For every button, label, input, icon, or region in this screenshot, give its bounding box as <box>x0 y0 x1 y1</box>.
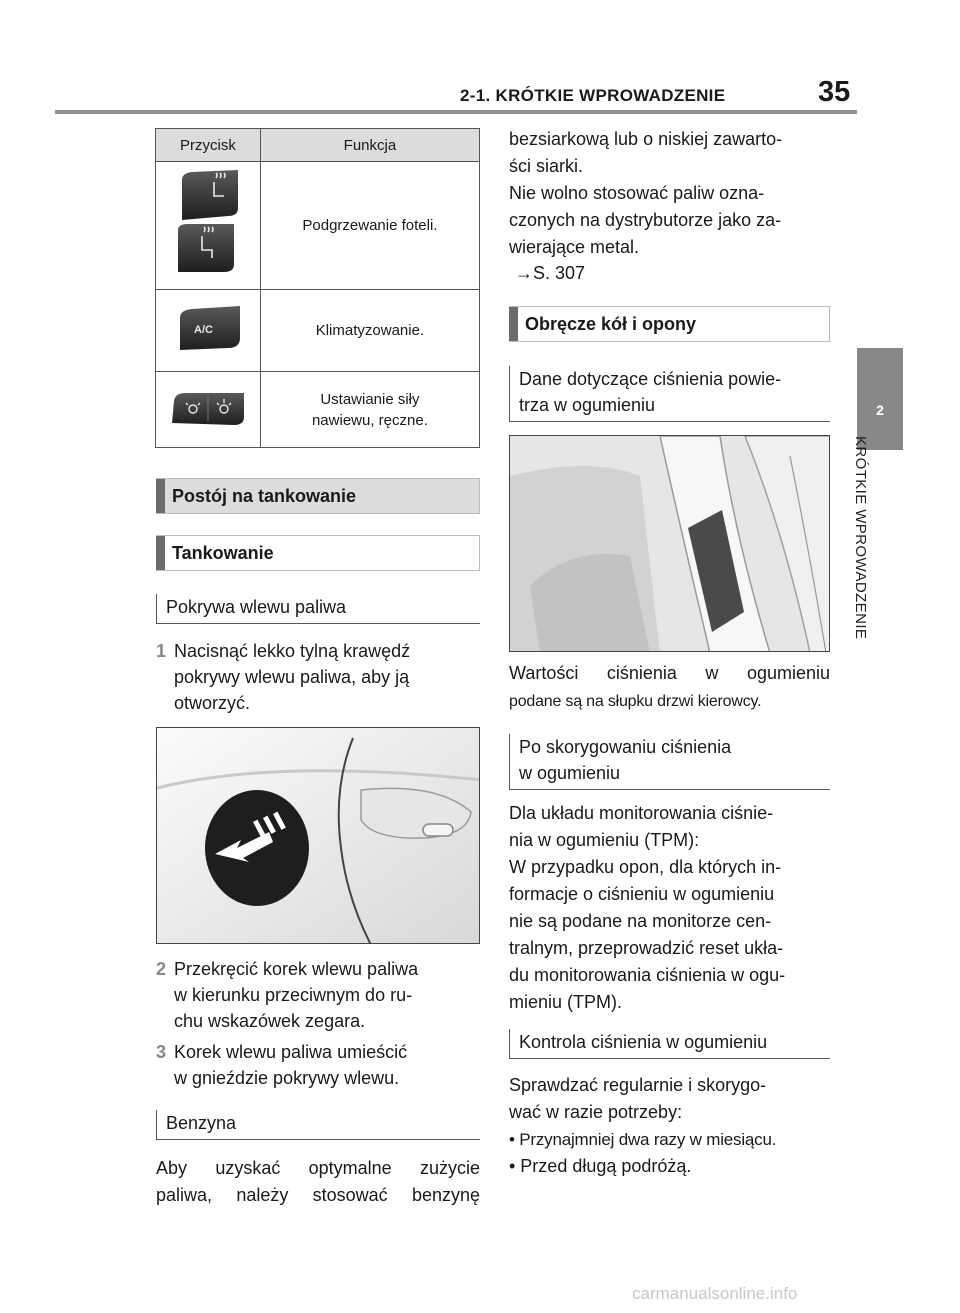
fan-speed-button-icon <box>156 372 261 448</box>
paragraph-line: Aby uzyskać optymalne zużycie <box>156 1158 480 1178</box>
function-cell: Podgrzewanie foteli. <box>260 162 479 290</box>
paragraph-line: tralnym, przeprowadzić reset ukła- <box>509 938 784 958</box>
function-line: Ustawianie siły <box>320 390 420 408</box>
paragraph-line: wierające metal. <box>509 237 640 257</box>
step-text-line: chu wskazówek zegara. <box>174 1011 366 1031</box>
topic-heading-pressure-data <box>509 366 830 422</box>
paragraph-line: Dla układu monitorowania ciśnie- <box>509 803 774 823</box>
step-text-line: w gnieździe pokrywy wlewu. <box>174 1068 400 1088</box>
paragraph-line: bezsiarkową lub o niskiej zawarto- <box>509 129 783 149</box>
paragraph-line: du monitorowania ciśnienia w ogu- <box>509 965 786 985</box>
door-pillar-illustration <box>509 435 830 652</box>
topic-line: trza w ogumieniu <box>519 395 656 415</box>
step-text-line: Korek wlewu paliwa umieścić <box>174 1042 408 1062</box>
paragraph-line: Nie wolno stosować paliw ozna- <box>509 183 765 203</box>
step-number: 3 <box>156 1042 167 1062</box>
paragraph-line: mieniu (TPM). <box>509 992 623 1012</box>
step-item <box>156 956 480 1034</box>
paragraph-line: W przypadku opon, dla których in- <box>509 857 782 877</box>
bullet-list <box>509 1153 830 1180</box>
button-function-table <box>155 128 480 448</box>
paragraph <box>509 1072 830 1126</box>
step-item <box>156 1039 480 1091</box>
topic-line: Dane dotyczące ciśnienia powie- <box>519 369 782 389</box>
fuel-cap-illustration <box>156 727 480 944</box>
step-text-line: Przekręcić korek wlewu paliwa <box>174 959 419 979</box>
topic-heading-fuel-cap: Pokrywa wlewu paliwa <box>156 594 480 624</box>
topic-heading-after-correction <box>509 734 830 790</box>
step-text-line: w kierunku przeciwnym do ru- <box>174 985 413 1005</box>
subsection-heading-refueling: Tankowanie <box>156 535 480 571</box>
function-cell <box>260 372 479 448</box>
paragraph-line: nia w ogumieniu (TPM): <box>509 830 700 850</box>
watermark: carmanualsonline.info <box>632 1284 798 1303</box>
topic-line: w ogumieniu <box>519 763 621 783</box>
section-title: 2-1. KRÓTKIE WPROWADZENIE <box>460 86 726 105</box>
paragraph <box>509 660 830 687</box>
paragraph-line: czonych na dystrybutorze jako za- <box>509 210 782 230</box>
svg-text:A/C: A/C <box>193 323 213 336</box>
step-number: 2 <box>156 959 167 979</box>
paragraph-line: Wartości ciśnienia w ogumieniu <box>509 663 830 683</box>
table-row <box>156 372 480 448</box>
paragraph-line: formacje o ciśnieniu w ogumieniu <box>509 884 775 904</box>
function-cell: Klimatyzowanie. <box>260 290 479 372</box>
paragraph-line: Sprawdzać regularnie i skorygo- <box>509 1075 767 1095</box>
step-text-line: pokrywy wlewu paliwa, aby ją <box>174 667 410 687</box>
chapter-tab: 2 <box>857 348 903 450</box>
paragraph-line: wać w razie potrzeby: <box>509 1102 683 1122</box>
step-number: 1 <box>156 641 167 661</box>
paragraph <box>156 1155 480 1209</box>
topic-heading-pressure-check: Kontrola ciśnienia w ogumieniu <box>509 1029 830 1059</box>
section-heading-refueling: Postój na tankowanie <box>156 478 480 514</box>
paragraph-line: nie są podane na monitorze cen- <box>509 911 772 931</box>
paragraph-line: podane są na słupku drzwi kierowcy. <box>509 693 762 710</box>
ac-button-icon <box>156 290 261 372</box>
list-item: • Przynajmniej dwa razy w miesiącu. <box>509 1130 777 1149</box>
table-row <box>156 162 480 290</box>
bullet-list <box>509 1126 839 1153</box>
page-number: 35 <box>818 76 851 108</box>
paragraph <box>509 126 830 180</box>
topic-heading-petrol: Benzyna <box>156 1110 480 1140</box>
paragraph-line: paliwa, należy stosować benzynę <box>156 1185 480 1205</box>
paragraph <box>509 854 830 1016</box>
table-row <box>156 290 480 372</box>
subsection-heading-wheels: Obręcze kół i opony <box>509 306 830 342</box>
topic-line: Po skorygowaniu ciśnienia <box>519 737 732 757</box>
column-header-button: Przycisk <box>156 129 261 162</box>
header-divider <box>55 110 857 114</box>
seat-heating-button-icon <box>156 162 261 290</box>
chapter-label: KRÓTKIE WPROWADZENIE <box>852 436 869 640</box>
function-line: nawiewu, ręczne. <box>311 411 428 429</box>
step-item <box>156 638 480 716</box>
list-item: • Przed długą podróżą. <box>509 1156 692 1176</box>
paragraph <box>509 688 830 715</box>
paragraph <box>509 180 830 261</box>
step-text-line: Nacisnąć lekko tylną krawędź <box>174 641 411 661</box>
paragraph-line: ści siarki. <box>509 156 584 176</box>
page-reference-link[interactable]: →S. 307 <box>515 263 586 283</box>
paragraph <box>509 800 830 854</box>
column-header-function: Funkcja <box>260 129 479 162</box>
step-text-line: otworzyć. <box>174 693 251 713</box>
